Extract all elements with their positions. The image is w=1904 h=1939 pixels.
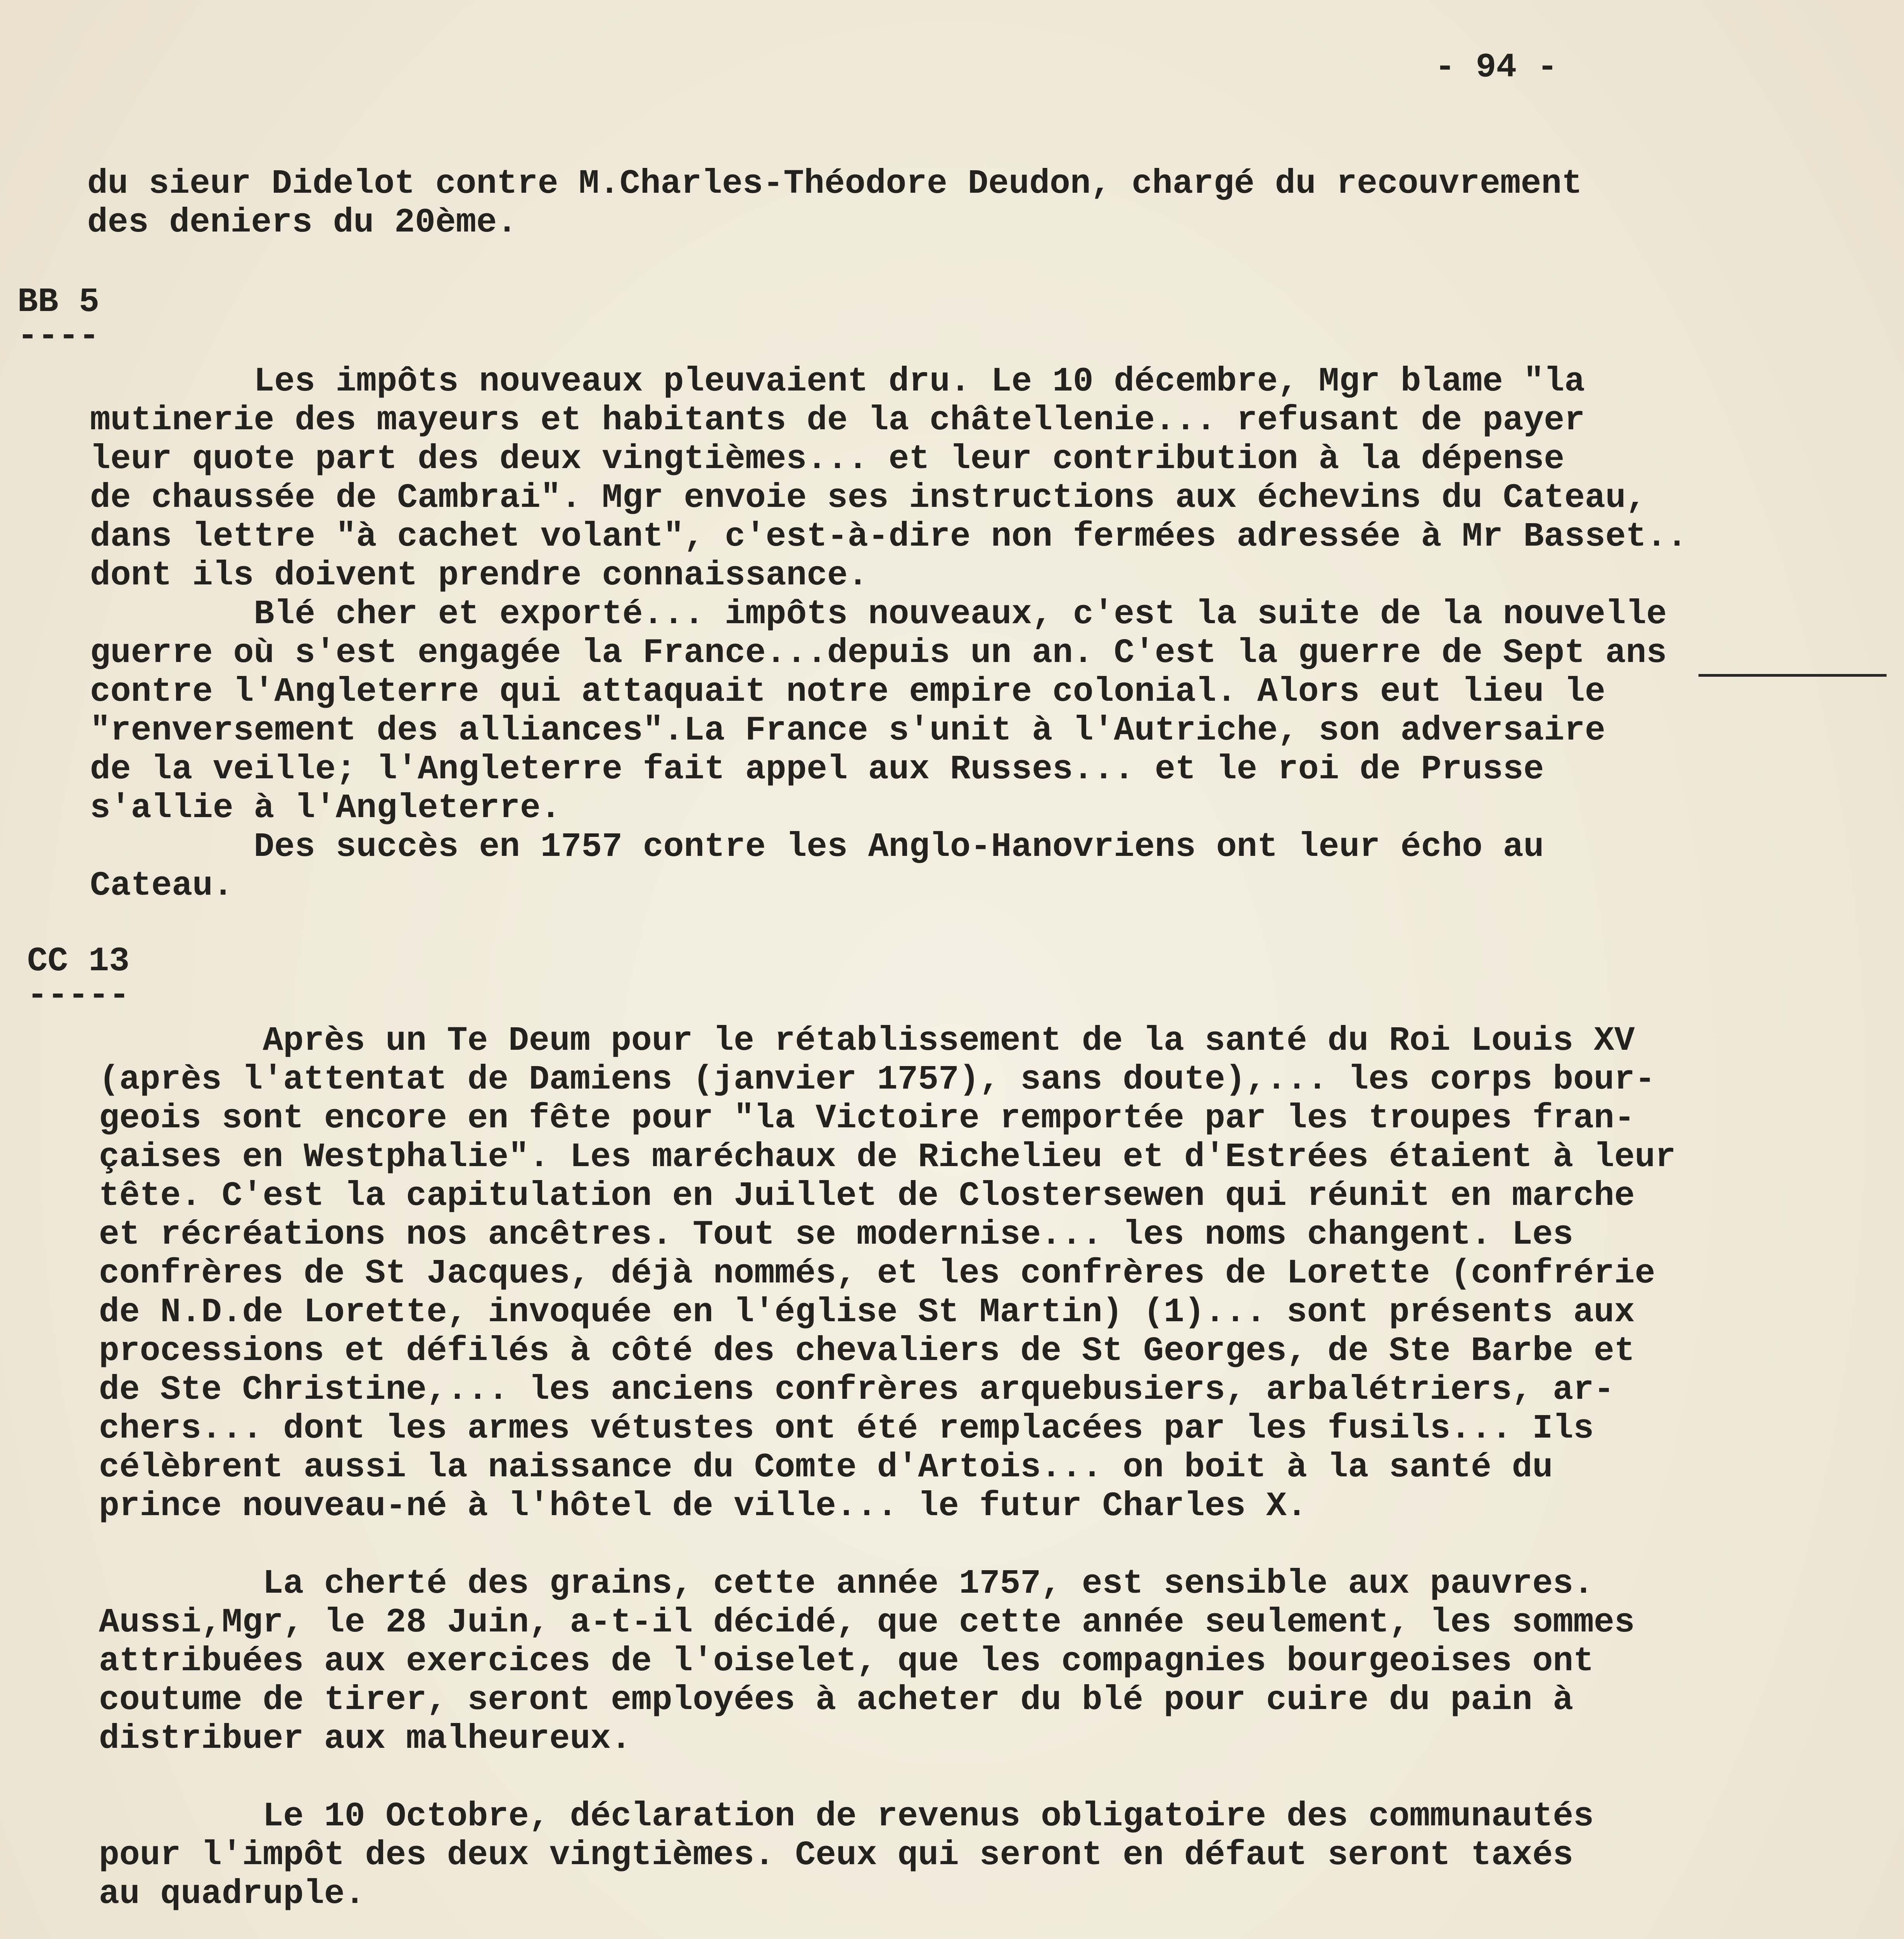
text-line: dans lettre "à cachet volant", c'est-à-dire non fermées adressée à Mr Basset.. <box>90 518 1688 556</box>
text-line: guerre où s'est engagée la France...depuis un an. C'est la guerre de Sept ans <box>90 634 1667 672</box>
text-line: tête. C'est la capitulation en Juillet de Clostersewen qui réunit en marche <box>99 1177 1635 1215</box>
text-line: geois sont encore en fête pour "la Victoire remportée par les troupes fran- <box>99 1099 1635 1138</box>
text-line: chers... dont les armes vétustes ont été remplacées par les fusils... Ils <box>99 1410 1594 1448</box>
underline-sept-ans <box>1698 674 1887 677</box>
section-heading-underline: ----- <box>27 976 130 1015</box>
text-line: et récréations nos ancêtres. Tout se modernise... les noms changent. Les <box>99 1216 1574 1254</box>
text-line: mutinerie des mayeurs et habitants de la châtellenie... refusant de payer <box>90 401 1585 440</box>
text-line: confrères de St Jacques, déjà nommés, et les confrères de Lorette (confrérie <box>99 1255 1655 1293</box>
text-line: processions et défilés à côté des chevaliers de St Georges, de Ste Barbe et <box>99 1332 1635 1370</box>
text-line: Blé cher et exporté... impôts nouveaux, c'est la suite de la nouvelle <box>90 595 1667 634</box>
text-line: Après un Te Deum pour le rétablissement de la santé du Roi Louis XV <box>99 1022 1635 1060</box>
text-line: du sieur Didelot contre M.Charles-Théodore Deudon, chargé du recouvrement <box>87 165 1583 203</box>
section-heading: CC 13 <box>27 942 130 981</box>
section-heading: BB 5 <box>17 283 100 321</box>
text-line: au quadruple. <box>99 1875 365 1913</box>
text-line: Le 10 Octobre, déclaration de revenus obligatoire des communautés <box>99 1797 1594 1836</box>
text-line: contre l'Angleterre qui attaquait notre empire colonial. Alors eut lieu le <box>90 673 1605 711</box>
text-line: Aussi,Mgr, le 28 Juin, a-t-il décidé, que cette année seulement, les sommes <box>99 1604 1635 1642</box>
text-line: de la veille; l'Angleterre fait appel aux Russes... et le roi de Prusse <box>90 750 1544 789</box>
text-line: pour l'impôt des deux vingtièmes. Ceux qui seront en défaut seront taxés <box>99 1836 1574 1875</box>
text-line: leur quote part des deux vingtièmes... et leur contribution à la dépense <box>90 440 1565 479</box>
text-line: Cateau. <box>90 867 233 905</box>
page-number: - 94 - <box>1435 48 1558 87</box>
text-line: Les impôts nouveaux pleuvaient dru. Le 10 décembre, Mgr blame "la <box>90 363 1585 401</box>
text-line: de N.D.de Lorette, invoquée en l'église St Martin) (1)... sont présents aux <box>99 1293 1635 1332</box>
text-line: dont ils doivent prendre connaissance. <box>90 556 868 595</box>
text-line: "renversement des alliances".La France s'unit à l'Autriche, son adversaire <box>90 712 1605 750</box>
text-line: s'allie à l'Angleterre. <box>90 789 561 828</box>
text-line: La cherté des grains, cette année 1757, est sensible aux pauvres. <box>99 1565 1594 1603</box>
text-line: de chaussée de Cambrai". Mgr envoie ses instructions aux échevins du Cateau, <box>90 479 1647 517</box>
text-line: distribuer aux malheureux. <box>99 1720 632 1758</box>
text-line: prince nouveau-né à l'hôtel de ville... le futur Charles X. <box>99 1487 1307 1526</box>
text-line: çaises en Westphalie". Les maréchaux de Richelieu et d'Estrées étaient à leur <box>99 1138 1676 1177</box>
section-heading-underline: ---- <box>17 317 100 356</box>
text-line: célèbrent aussi la naissance du Comte d'Artois... on boit à la santé du <box>99 1448 1553 1487</box>
text-line: attribuées aux exercices de l'oiselet, que les compagnies bourgeoises ont <box>99 1642 1594 1681</box>
text-line: coutume de tirer, seront employées à acheter du blé pour cuire du pain à <box>99 1681 1574 1720</box>
text-line: des deniers du 20ème. <box>87 204 517 242</box>
text-line: (après l'attentat de Damiens (janvier 1757), sans doute),... les corps bour- <box>99 1061 1655 1099</box>
text-line: de Ste Christine,... les anciens confrères arquebusiers, arbalétriers, ar- <box>99 1371 1614 1409</box>
text-line: Des succès en 1757 contre les Anglo-Hanovriens ont leur écho au <box>90 828 1544 866</box>
